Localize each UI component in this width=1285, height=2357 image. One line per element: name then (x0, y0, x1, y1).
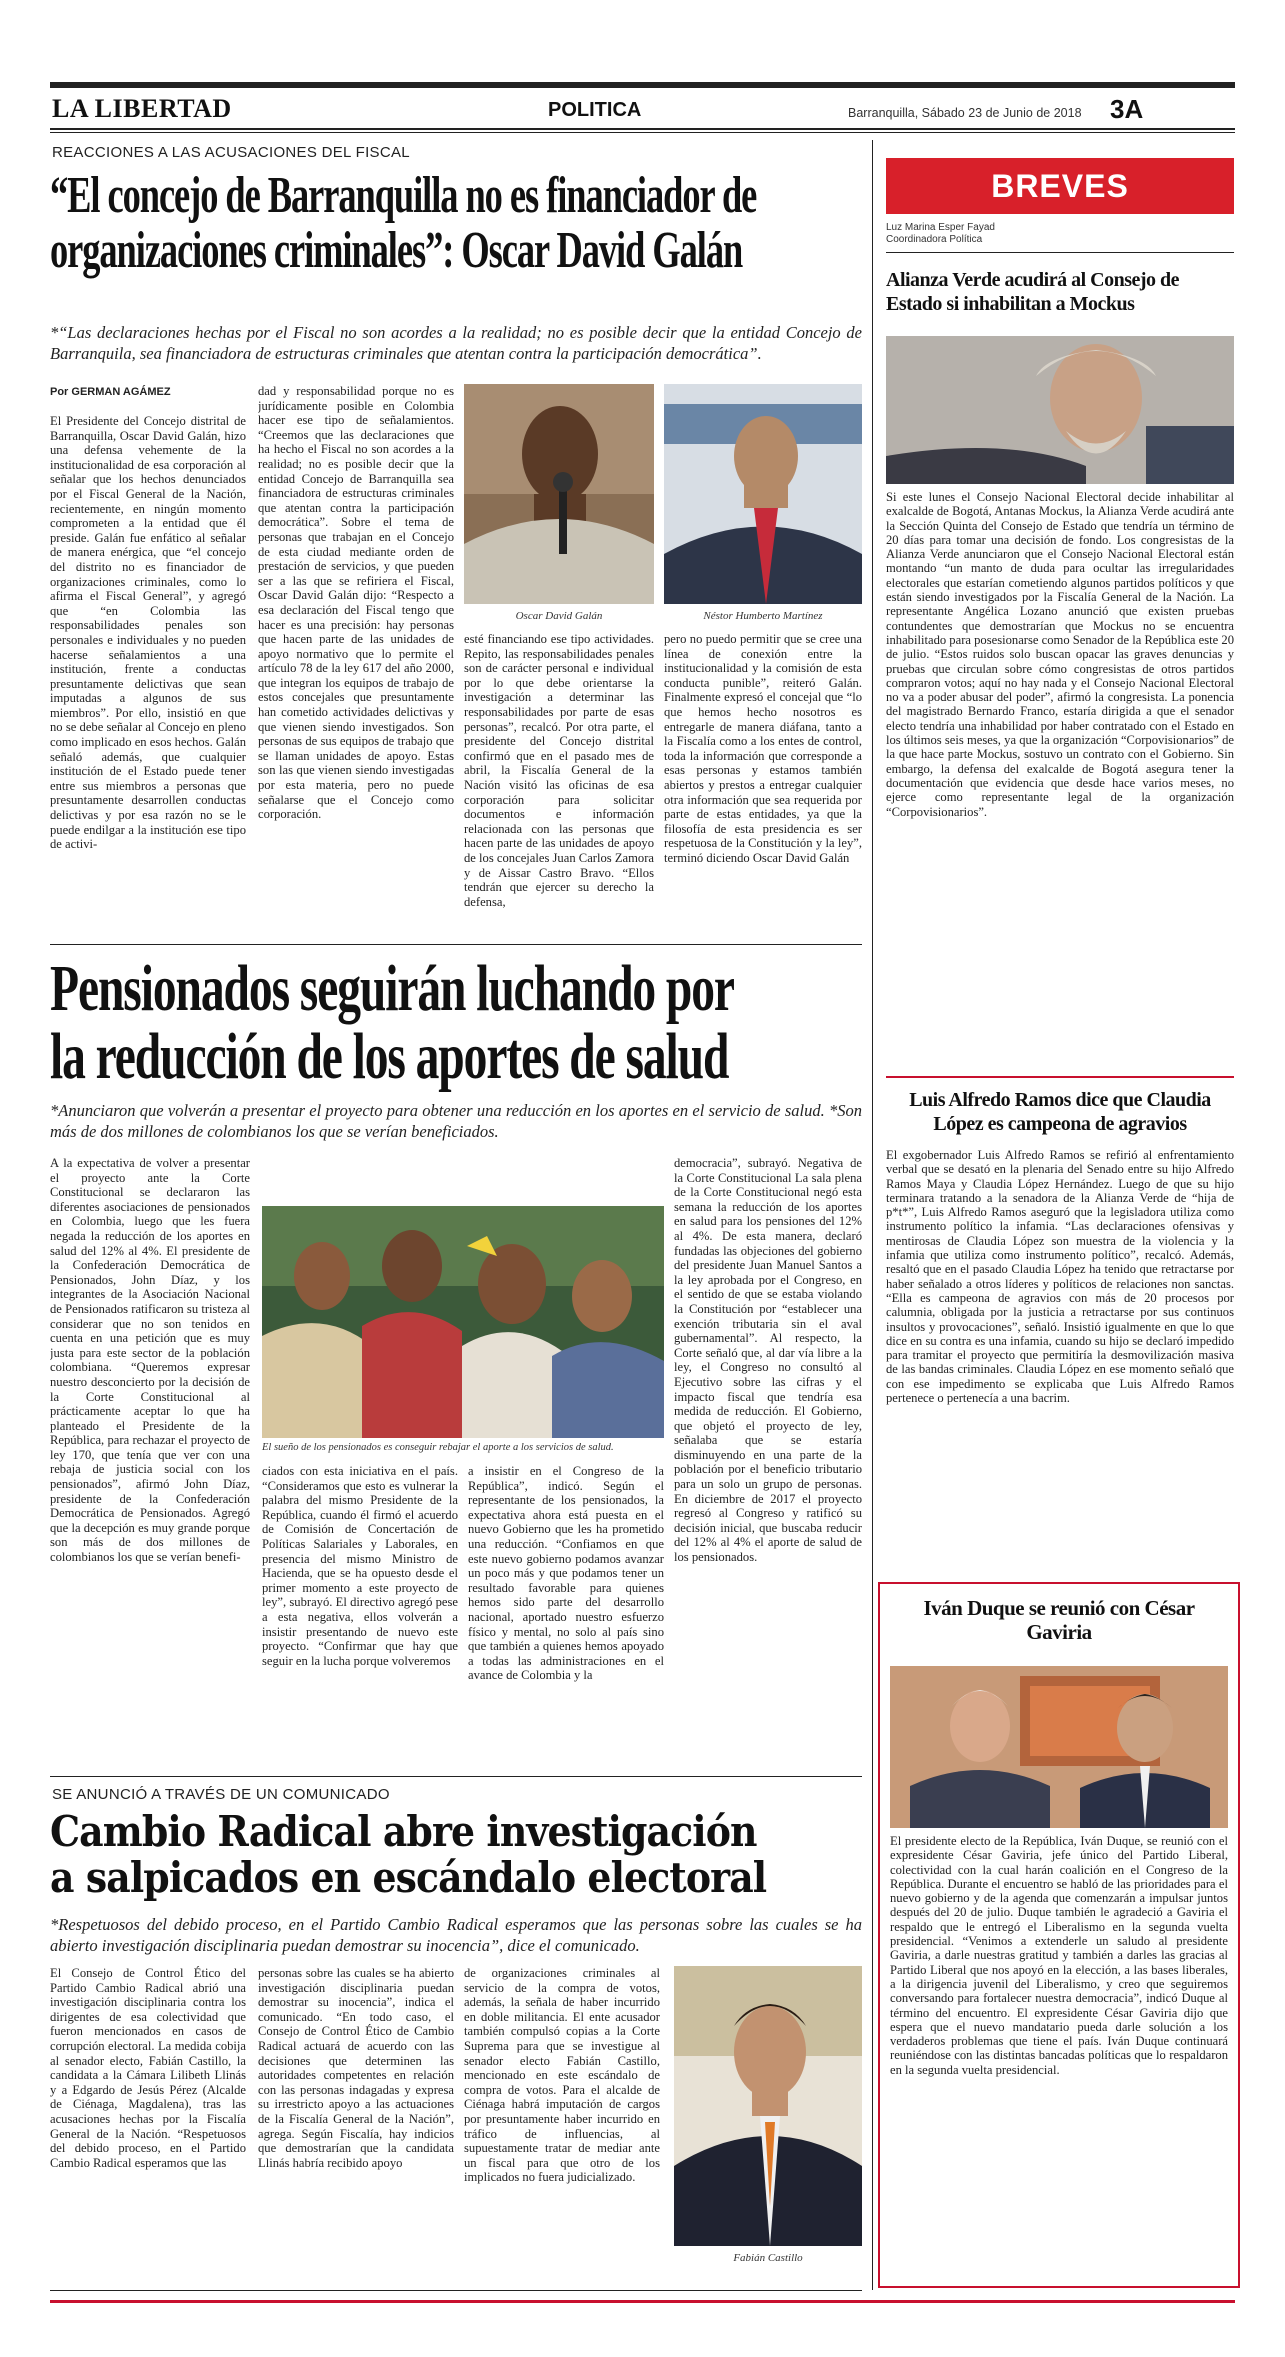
photo-mockus (886, 336, 1234, 484)
photo-oscar-david-galan (464, 384, 654, 604)
sidebar-divider (872, 140, 873, 2290)
article2-lede: *Anunciaron que volverán a presentar el proyecto para obtener una reducción en los aportes en el servicio de salud. *Son más de dos millones de colombianos los que se verían beneficiados. (50, 1101, 862, 1141)
brief1-headline: Alianza Verde acudirá al Consejo de Estado si inhabilitan a Mockus (886, 269, 1180, 315)
article3-headline-line1: Cambio Radical abre investigación (50, 1807, 757, 1856)
dateline: Barranquilla, Sábado 23 de Junio de 2018 (848, 106, 1082, 120)
sidebar-editor-name: Luz Marina Esper Fayad (886, 222, 995, 233)
photo-duque-gaviria (890, 1666, 1228, 1828)
sidebar-rule-red-1 (886, 1076, 1234, 1078)
caption-nestor-humberto-martinez: Néstor Humberto Martínez (703, 610, 823, 622)
article2-col1: A la expectativa de volver a presentar el proyecto ante la Corte Constitucional se declararon las diferentes asociaciones de pensionados en Colombia, luego que les fuera negada la reducción de los aportes en salud del 12% al 4%. El presidente de la Confederación Democrática de Pensionados, John Díaz, y los integrantes de la Asociación Nacional de Pensionados ratificaron su tristeza al considerar que no son tenidos en cuenta en una petición que es muy justa para este sector de la población colombiana. “Queremos expresar nuestro desconcierto por la decisión de la Corte Constitucional al prácticamente aceptar lo que ha planteado el Presidente de la República, para rechazar el proyecto de ley 170, que tenía que ver con una rebaja de justicia social con los pensionados”, afirmó John Díaz, presidente de la Confederación Democrática de Pensionados. Agregó que la decepción es muy grande porque son más de dos millones de colombianos los que se verían benefi- (50, 1156, 250, 1565)
article3-col1: El Consejo de Control Ético del Partido Cambio Radical abrió una investigación disciplinaria contra los dirigentes de esa colectividad que fueron mencionados en casos de corrupción electoral. La medida cobija al senador electo, Fabián Castillo, la candidata a la Cámara Lilibeth Llinás y a Edgardo de Jesús Pérez (Alcalde de Ciénaga, Magdalena), tras las acusaciones hechas por la Fiscalía General de la Nación. “Respetuosos del debido proceso, en el Partido Cambio Radical esperamos que las (50, 1966, 246, 2170)
brief3-headline: Iván Duque se reunió con César Gaviria (923, 1596, 1195, 1644)
separator-article2 (50, 1776, 862, 1777)
article1-col1: El Presidente del Concejo distrital de Barranquilla, Oscar David Galán, hizo una defensa vehemente de la institucionalidad de esa corporación al señalar que los hechos denunciados por el Fiscal General de la Nación, recientemente, en ningún momento comprometen a la entidad que él preside. Galán fue enfático al señalar de manera enérgica, que “el concejo del distrito no es financiador de organizaciones criminales, como lo afirma el Fiscal General”, y agregó que “en Colombia las responsabilidades penales son personales e individuales y no pueden hacerse señalamientos a una institución, frente a conductas presuntamente delictivas que sean imputadas a algunos de sus miembros”. Por ello, insistió en que no se debe señalar al Concejo en pleno como implicado en esos hechos. Galán señaló además, que cualquier institución de el Estado puede tener entre sus miembros a personas que presuntamente desarrollen conductas delictivas y por esa razón no se le puede endilgar a la institución ese tipo de activi- (50, 414, 246, 852)
article3-kicker: SE ANUNCIÓ A TRAVÉS DE UN COMUNICADO (52, 1786, 390, 1803)
article1-col2: dad y responsabilidad porque no es jurídicamente posible en Colombia hacer ese tipo de señalamientos. “Creemos que las declaraciones que ha hecho el Fiscal no son acordes a la realidad; no es posible decir que la entidad Concejo de Barranquilla sea financiadora de estructuras criminales que atentan contra la participación democrática”. Sobre el tema de personas que trabajan en el Concejo de esta ciudad mediante orden de prestación de servicios, y que pueden ser a las que se refiriera el Fiscal, Oscar David Galán dijo: “Respecto a esa declaración del Fiscal tengo que hacer es una precisión: hay personas que hacen parte de las unidades de apoyo normativo que lo permite el artículo 78 de la ley 617 del año 2000, que integran los equipos de trabajo de estos concejales que presuntamente han cometido actividades delictivas y que vienen siendo investigados. Son personas de sus equipos de trabajo que se llaman unidades de apoyo. Estas son las que vienen siendo investigadas por esta materia, pero no puede señalarse que el Concejo como corporación. (258, 384, 454, 822)
photo-pensioners (262, 1206, 664, 1438)
article1-byline: Por GERMAN AGÁMEZ (50, 386, 171, 398)
bottom-rule-left (50, 2290, 862, 2291)
separator-article1 (50, 944, 862, 945)
brief3-text: El presidente electo de la República, Iván Duque, se reunió con el expresidente César Gaviria, jefe único del Partido Liberal, colectividad con la cual harán coalición en el Congreso de la República. Durante el encuentro se habló de las prioridades para el nuevo gobierno y de la agenda que comenzarán a impulsar juntos después del 20 de julio. Duque también le agradeció a Gaviria el respaldo que le entregó el Liberalismo en la segunda vuelta presidencial. “Venimos a extenderle un saludo al presidente Gaviria, a darle nuestras gratitud y también a darles las gracias al Partido Liberal que nos apoyó en la elección, a las bases liberales, a la dirigencia juvenil del Liberalismo, y creo que seguiremos conversando para fortalecer nuestra democracia”, indicó Duque al término del encuentro. El expresidente César Gaviria dijo que espera que el nuevo mandatario pueda darle solución a los verdaderos problemas que tiene el país. Iván Duque continuará reuniéndose con las distintas bancadas políticas que lo respaldaron en la segunda vuelta presidencial. (890, 1834, 1228, 2077)
masthead-underline-2 (50, 132, 1235, 133)
bottom-rule-red (50, 2300, 1235, 2303)
photo-fabian-castillo (674, 1966, 862, 2246)
article1-lede: *“Las declaraciones hechas por el Fiscal no son acordes a la realidad; no es posible decir que la entidad Concejo de Barranquila, sea financiadora de estructuras criminales que atentan contra la participación democrática”. (50, 323, 862, 363)
article3-col2: personas sobre las cuales se ha abierto investigación disciplinaria puedan demostrar su inocencia”, indica el comunicado. “En todo caso, el Consejo de Control Ético de Cambio Radical actuará de acuerdo con las decisiones que determinen las autoridades competentes en relación con las personas indagadas y expresa su irrestricto apoyo a las actuaciones de la Fiscalía General de la Nación”, agrega. Según Fiscalía, hay indicios que demostrarían que la candidata Llinás habría recibido apoyo (258, 1966, 454, 2170)
breves-title: BREVES (991, 168, 1129, 204)
article1-col3: esté financiando ese tipo actividades. Repito, las responsabilidades penales son de carácter personal e individual por lo que debe orientarse la investigación a determinar las responsabilidades por parte de esas personas”, recalcó. Por otra parte, el presidente del Concejo distrital confirmó que en el pasado mes de abril, la Fiscalía General de la Nación visitó las oficinas de esa corporación para solicitar documentos e información relacionada con las personas que hacen parte de las unidades de apoyo de los concejales Juan Carlos Zamora y de Aissar Castro Bravo. “Ellos tendrán que ejercer su derecho la defensa, (464, 632, 654, 909)
caption-fabian-castillo: Fabián Castillo (733, 2252, 803, 2264)
brief1-text: Si este lunes el Consejo Nacional Electoral decide inhabilitar al exalcalde de Bogotá, Antanas Mockus, la Alianza Verde acudirá ante la Sección Quinta del Consejo de Estado que tendría un término de 20 días para tomar una decisión de fondo. Los congresistas de la Alianza Verde anunciaron que el Consejo Nacional Electoral están montando “un manto de duda para ocultar las irregularidades electorales que estarían cometiendo algunos partidos políticos y que están siendo investigados por la Fiscalía General de la Nación. La representante Angélica Lozano anunció que existen pruebas contundentes que demostrarían que Mockus no se encuentra inhabilitado para posesionarse como Senador de la República este 20 de julio. “Estos ruidos solo buscan opacar las graves denuncias y pruebas que circulan sobre cómo congresistas de otros partidos compraron votos; aquí no hay nada y el Consejo Nacional Electoral no va a poder abusar del poder”, afirmó la congresista. La ponencia del magistrado Bernardo Franco, estaría dirigida a que el senador electo tendría una inhabilidad por haber contratado con el Estado en los últimos seis meses, ya que la organización “Corpovisionarios” de la que hace parte Mockus, sostuvo un contrato con el Gobierno. Sin embargo, la defensa del exalcalde de Bogotá asegura tener la documentación que evidencia que desde hace varios meses, no ejerce como representante legal de la organización “Corpovisionarios”. (886, 490, 1234, 819)
article2-headline-line1: Pensionados seguirán luchando por (50, 952, 734, 1025)
masthead-underline (50, 128, 1235, 130)
article1-kicker: REACCIONES A LAS ACUSACIONES DEL FISCAL (52, 144, 410, 161)
sidebar-rule-top (886, 252, 1234, 253)
brief2-text: El exgobernador Luis Alfredo Ramos se refirió al enfrentamiento verbal que se desató en la plenaria del Senado entre su hijo Alfredo Ramos Maya y Claudia López Hernández. Luego de que su hijo terminara tratando a la senadora de la Alianza Verde de “hija de p*t*”, Luis Alfredo Ramos aseguró que la legisladora utiliza como instrumento político la infamia. “Las declaraciones ofensivas y mentirosas de Claudia López son muestra de la violencia y la infamia que utiliza como instrumento político”, recalcó. Además, resaltó que en el pasado Claudia López ha tenido que retractarse por haber señalado a otros líderes y políticos de relaciones non sanctas. “Ella es campeona de agravios con más de 20 procesos por calumnia, obligada por la justicia a retractarse por sus continuos insultos y provocaciones”, señaló. Insistió igualmente en que lo que dice en su contra es una infamia, cuando su hijo se declaró impedido para tramitar el proyecto que permitiría la desmovilización masiva de las bandas criminales. Claudia López en ese momento señaló que con ese impedimento se explicaba que Luis Alfredo Ramos pertenece o pertenecía a una bacrim. (886, 1148, 1234, 1406)
article2-col3: a insistir en el Congreso de la República”, indicó. Según el representante de los pensionados, la expectativa ahora está puesta en el nuevo Gobierno que les ha prometido una reducción. “Confiamos en que este nuevo gobierno podamos avanzar un poco más y que podamos tener un resultado favorable para quienes hemos sido parte del desarrollo nacional, aportado nuestro esfuerzo físico y mental, no solo al país sino que también a quienes hemos apoyado a todas las administraciones en el avance de Colombia y la (468, 1464, 664, 1683)
article3-headline-line2: a salpicados en escándalo electoral (50, 1853, 767, 1902)
article3-lede: *Respetuosos del debido proceso, en el Partido Cambio Radical esperamos que las personas sobre las cuales se ha abierto investigación disciplinaria puedan demostrar su inocencia”, dice el comunicado. (50, 1915, 862, 1955)
page-number: 3A (1110, 94, 1144, 124)
article1-col4: pero no puedo permitir que se cree una línea de conexión entre la institucionalidad y la comisión de esta conducta punible”, reiteró Galán. Finalmente expresó el concejal que “lo que hemos hecho nosotros es entregarle de manera diáfana, tanto a la Fiscalía como a los entes de control, toda la información que corresponde a esas personas y estamos también abiertos y prestos a entregar cualquier otra información que sea requerida por parte de estas entidades, ya que la filosofía de esta presidencia es ser respetuosa de la Constitución y la ley”, terminó diciendo Oscar David Galán (664, 632, 862, 865)
article3-col3: de organizaciones criminales al servicio de la compra de votos, además, la señala de haber incurrido en doble militancia. El ente acusador también compulsó copias a la Corte Suprema para que se investigue al senador electo Fabián Castillo, mencionado en este escándalo de compra de votos. Para el alcalde de Ciénaga habrá imputación de cargos por presuntamente haber incurrido en tráfico de influencias, al supuestamente tratar de mediar ante un fiscal para que otro de los implicados no fuera judicializado. (464, 1966, 660, 2185)
article2-headline-line2: la reducción de los aportes de salud (50, 1020, 729, 1093)
section-title: POLITICA (548, 99, 642, 121)
article2-col4: democracia”, subrayó. Negativa de la Corte Constitucional La sala plena de la Corte Constitucional negó esta semana la reducción de los aportes en salud para los pensiones del 12% al 4%. De esta manera, declaró fundadas las objeciones del gobierno del presidente Juan Manuel Santos a la ley aprobada por el Congreso, en el sentido de que se estaba violando la Constitución por “establecer una exención tributaria sin el aval gubernamental”. Al respecto, la Corte señaló que, al dar vía libre a la ley, el Congreso no consultó al Ejecutivo sobre las cifras y el impacto fiscal que tendría esa medida de reducción. El Gobierno, que objetó el proyecto de ley, señalaba que se estaría disminuyendo en una parte de la población por el beneficio tributario para un solo un grupo de personas. En diciembre de 2017 el proyecto regresó al Congreso y ratificó su decisión inicial, que buscaba reducir del 12% al 4% el aporte de salud de los pensionados. (674, 1156, 862, 1565)
brief2-headline: Luis Alfredo Ramos dice que Claudia López es campeona de agravios (909, 1089, 1211, 1135)
article2-col2: ciados con esta iniciativa en el país. “Consideramos que esto es vulnerar la palabra del mismo Presidente de la República, cuando él firmó el acuerdo de Comisión de Concertación de Políticas Salariales y Laborales, en presencia del mismo Ministro de Hacienda, que se ha opuesto desde el primer momento a este proyecto de ley”, subrayó. El directivo agregó pese a esta negativa, ellos volverán a insistir presentando de nuevo este proyecto. “Confirmar que hay que seguir en la lucha porque volveremos (262, 1464, 458, 1668)
paper-name: LA LIBERTAD (52, 94, 232, 123)
photo-nestor-humberto-martinez (664, 384, 862, 604)
sidebar-editor-role: Coordinadora Política (886, 234, 983, 245)
top-rule (50, 82, 1235, 88)
caption-oscar-david-galan: Oscar David Galán (515, 610, 603, 622)
caption-pensioners: El sueño de los pensionados es conseguir rebajar el aporte a los servicios de salud. (262, 1442, 614, 1453)
article1-headline-line1: “El concejo de Barranquilla no es financiador de (50, 167, 757, 224)
article1-headline-line2: organizaciones criminales”: Oscar David Galán (50, 222, 743, 279)
breves-banner (886, 158, 1234, 214)
